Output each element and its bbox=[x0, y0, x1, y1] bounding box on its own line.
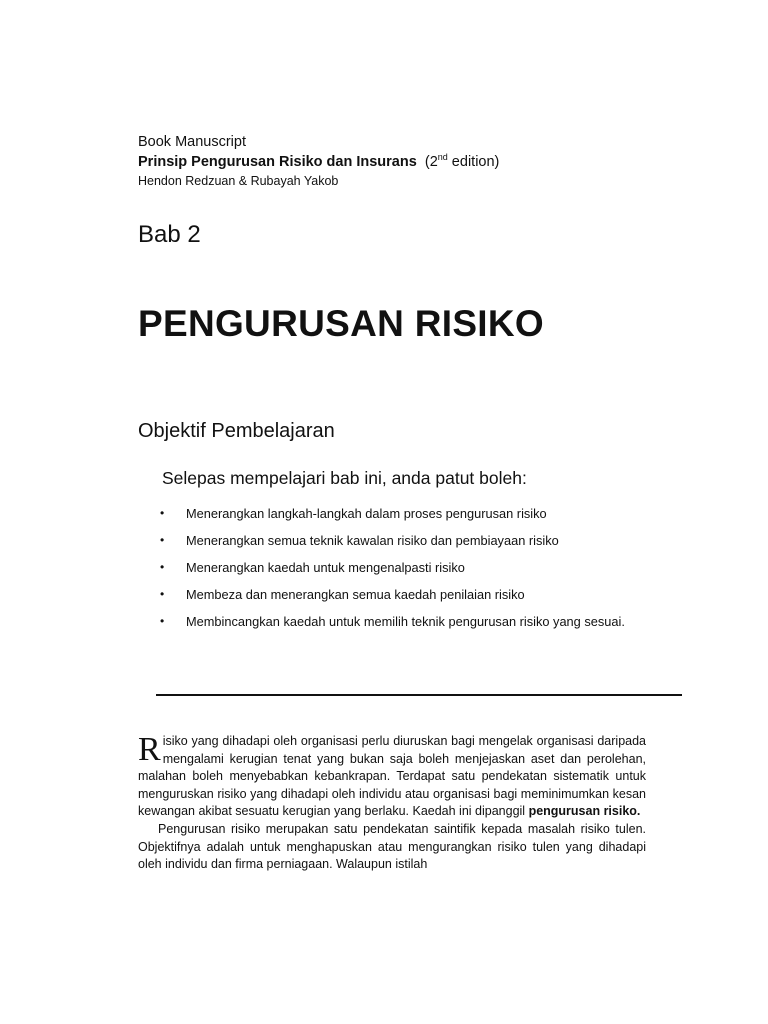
list-item bbox=[158, 554, 678, 581]
list-item-text: Menerangkan langkah-langkah dalam proses pengurusan risiko bbox=[186, 506, 547, 521]
objectives-list bbox=[158, 500, 678, 635]
objectives-intro: Selepas mempelajari bab ini, anda patut boleh: bbox=[162, 468, 527, 488]
list-item-text: Menerangkan kaedah untuk mengenalpasti risiko bbox=[186, 560, 465, 575]
body-text bbox=[138, 733, 646, 874]
list-item bbox=[158, 608, 678, 635]
section-divider bbox=[156, 694, 682, 696]
authors: Hendon Redzuan & Rubayah Yakob bbox=[138, 174, 339, 188]
edition-superscript: nd bbox=[437, 152, 448, 163]
manuscript-label: Book Manuscript bbox=[138, 134, 246, 150]
bullet-icon: • bbox=[160, 614, 165, 628]
edition-open: (2 bbox=[424, 154, 438, 170]
paragraph-1-emphasis: pengurusan risiko. bbox=[528, 804, 641, 819]
paragraph-2: Pengurusan risiko merupakan satu pendekatan saintifik kepada masalah risiko tulen. Objektifnya adalah untuk menghapuskan atau mengurangkan risiko tulen yang dihadapi oleh individu dan firma perniagaan. Walaupun istilah bbox=[138, 821, 646, 872]
list-item-text: Menerangkan semua teknik kawalan risiko dan pembiayaan risiko bbox=[186, 533, 559, 548]
paragraph-1-text: isiko yang dihadapi oleh organisasi perlu diuruskan bagi mengelak organisasi daripada mengalami kerugian tenat yang bukan saja boleh menjejaskan aset dan perolehan, malahan boleh menyebabkan kebankrapan. Terdapat satu pendekatan sistematik untuk menguruskan risiko yang dihadapi oleh individu atau organisasi bagi meminimumkan kesan kewangan akibat sesuatu kerugian yang berlaku. Kaedah ini dipanggil bbox=[138, 734, 646, 819]
edition-close: edition) bbox=[447, 154, 500, 170]
drop-cap: R bbox=[138, 731, 161, 768]
list-item bbox=[158, 500, 678, 527]
book-title-line bbox=[138, 152, 499, 172]
list-item-text: Membeza dan menerangkan semua kaedah penilaian risiko bbox=[186, 587, 525, 602]
bullet-icon: • bbox=[160, 587, 165, 601]
bullet-icon: • bbox=[160, 506, 165, 520]
chapter-number: Bab 2 bbox=[138, 221, 201, 248]
bullet-icon: • bbox=[160, 533, 165, 547]
list-item bbox=[158, 581, 678, 608]
objectives-heading: Objektif Pembelajaran bbox=[138, 420, 335, 442]
paragraph-1 bbox=[138, 733, 646, 821]
list-item bbox=[158, 527, 678, 554]
manuscript-header bbox=[138, 133, 499, 190]
list-item-text: Membincangkan kaedah untuk memilih teknik pengurusan risiko yang sesuai. bbox=[186, 614, 625, 629]
bullet-icon: • bbox=[160, 560, 165, 574]
chapter-title: PENGURUSAN RISIKO bbox=[138, 303, 544, 344]
book-title: Prinsip Pengurusan Risiko dan Insurans bbox=[138, 154, 417, 170]
